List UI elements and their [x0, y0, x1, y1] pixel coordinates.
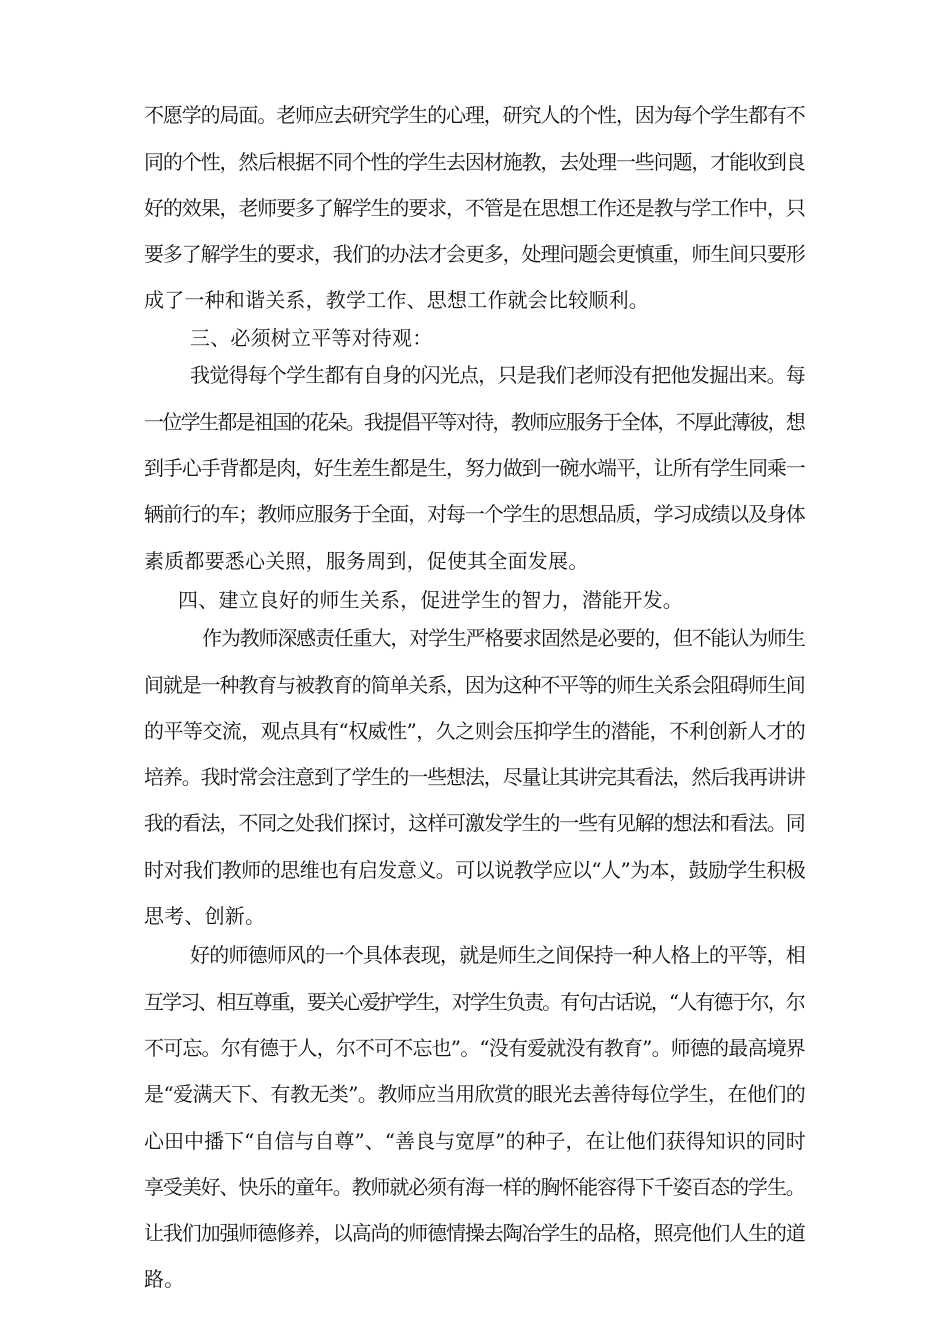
text-line: 时对我们教师的思维也有启发意义。可以说教学应以“人”为本，鼓励学生积极 [144, 858, 806, 882]
text-line: 不愿学的局面。老师应去研究学生的心理，研究人的个性，因为每个学生都有不 [144, 103, 805, 127]
text-line: 培养。我时常会注意到了学生的一些想法，尽量让其讲完其看法，然后我再讲讲 [144, 765, 805, 789]
text-line: 路。 [144, 1267, 185, 1291]
text-line: 享受美好、快乐的童年。教师就必须有海一样的胸怀能容得下千姿百态的学生。 [144, 1175, 805, 1199]
text-line: 一位学生都是祖国的花朵。我提倡平等对待，教师应服务于全体，不厚此薄彼，想 [144, 410, 805, 434]
text-line: 成了一种和谐关系，教学工作、思想工作就会比较顺利。 [144, 288, 649, 312]
text-line: 间就是一种教育与被教育的简单关系，因为这种不平等的师生关系会阻碍师生间 [144, 673, 805, 697]
text-line: 的平等交流，观点具有“权威性”，久之则会压抑学生的潜能，不利创新人才的 [144, 719, 806, 743]
text-line: 作为教师深感责任重大，对学生严格要求固然是必要的，但不能认为师生 [202, 626, 805, 650]
text-line: 让我们加强师德修养，以高尚的师德情操去陶冶学生的品格，照亮他们人生的道 [144, 1221, 805, 1245]
text-line: 互学习、相互尊重，要关心爱护学生，对学生负责。有句古话说，“人有德于尔，尔 [144, 990, 804, 1014]
text-line: 同的个性，然后根据不同个性的学生去因材施教，去处理一些问题，才能收到良 [144, 150, 805, 174]
text-line: 好的师德师风的一个具体表现，就是师生之间保持一种人格上的平等，相 [190, 943, 806, 967]
text-line: 到手心手背都是肉，好生差生都是生，努力做到一碗水端平，让所有学生同乘一 [144, 456, 805, 480]
text-line: 素质都要悉心关照，服务周到，促使其全面发展。 [144, 549, 589, 573]
text-line: 是“爱满天下、有教无类”。教师应当用欣赏的眼光去善待每位学生，在他们的 [144, 1082, 806, 1106]
text-line: 好的效果，老师要多了解学生的要求，不管是在思想工作还是教与学工作中，只 [144, 196, 805, 220]
text-line: 思考、创新。 [144, 904, 266, 928]
text-line: 我觉得每个学生都有自身的闪光点，只是我们老师没有把他发掘出来。每 [190, 363, 806, 387]
text-line: 三、必须树立平等对待观： [190, 326, 433, 350]
text-line: 不可忘。尔有德于人，尔不可不忘也”。“没有爱就没有教育”。师德的最高境界 [144, 1036, 805, 1060]
text-line: 四、建立良好的师生关系，促进学生的智力，潜能开发。 [178, 588, 683, 612]
text-line: 心田中播下“自信与自尊”、“善良与宽厚”的种子，在让他们获得知识的同时 [144, 1129, 806, 1153]
text-line: 要多了解学生的要求，我们的办法才会更多，处理问题会更慎重，师生间只要形 [144, 242, 805, 266]
text-line: 我的看法，不同之处我们探讨，这样可激发学生的一些有见解的想法和看法。同 [144, 811, 805, 835]
text-line: 辆前行的车；教师应服务于全面，对每一个学生的思想品质，学习成绩以及身体 [144, 502, 805, 526]
